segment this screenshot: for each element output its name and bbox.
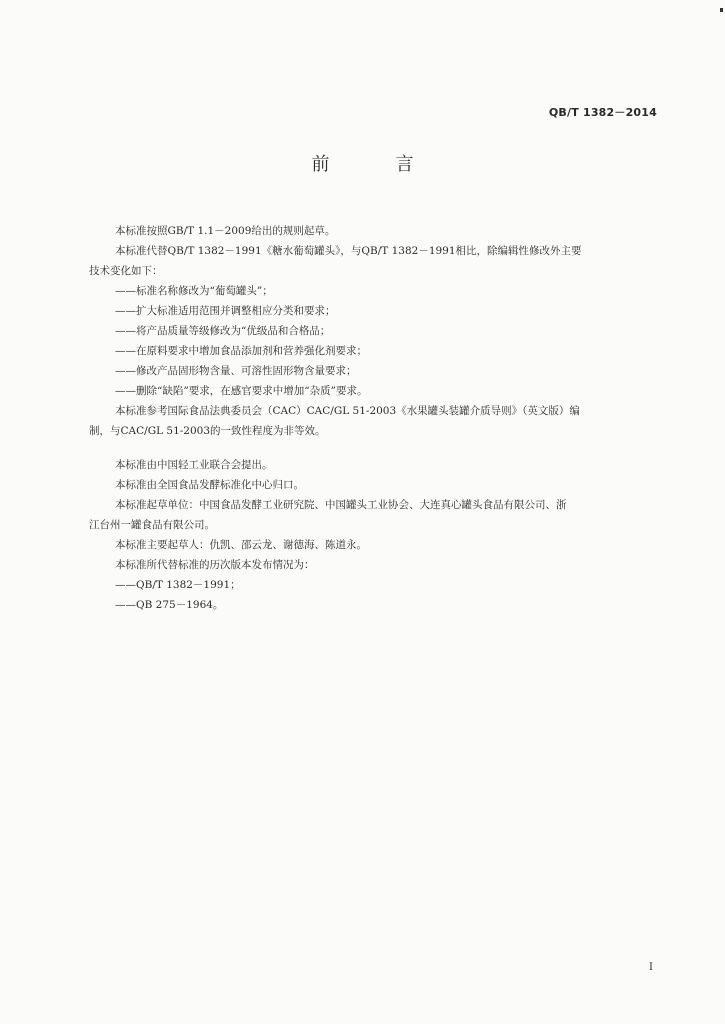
page-number: I [649,962,653,973]
standard-code: QB/T 1382－2014 [548,106,657,119]
history-item: ——QB 275－1964。 [115,599,224,611]
paragraph-drafting-units: 本标准起草单位：中国食品发酵工业研究院、中国罐头工业协会、大连真心罐头食品有限公司、浙 [115,499,567,511]
paragraph-reference: 本标准参考国际食品法典委员会（CAC）CAC/GL 51-2003《水果罐头装罐介质导则》（英文版）编 [115,405,580,417]
change-item: ——修改产品固形物含量、可溶性固形物含量要求； [115,365,357,377]
body-text [89,221,659,615]
paragraph-centralizer: 本标准由全国食品发酵标准化中心归口。 [115,479,304,491]
change-item: ——将产品质量等级修改为“优级品和合格品； [115,325,331,337]
paragraph-replacement-cont: 技术变化如下： [89,265,163,277]
paragraph-reference-cont: 制，与CAC/GL 51-2003的一致性程度为非等效。 [89,425,326,437]
change-item: ——删除“缺陷”要求，在感官要求中增加“杂质”要求。 [115,385,368,397]
scan-mark [720,8,723,12]
paragraph-drafting-rule: 本标准按照GB/T 1.1－2009给出的规则起草。 [115,225,336,237]
paragraph-history: 本标准所代替标准的历次版本发布情况为： [115,559,315,571]
paragraph-gap [89,441,659,455]
change-item: ——标准名称修改为“葡萄罐头”； [115,285,273,297]
page-title: 前 言 [311,154,438,175]
paragraph-drafters: 本标准主要起草人：仇凯、邵云龙、谢德海、陈道永。 [115,539,367,551]
history-item: ——QB/T 1382－1991； [115,579,241,591]
paragraph-drafting-units-cont: 江台州一罐食品有限公司。 [89,519,215,531]
change-item: ——扩大标准适用范围并调整相应分类和要求； [115,305,336,317]
paragraph-proposer: 本标准由中国轻工业联合会提出。 [115,459,273,471]
change-item: ——在原料要求中增加食品添加剂和营养强化剂要求； [115,345,367,357]
paragraph-replacement: 本标准代替QB/T 1382－1991《糖水葡萄罐头》，与QB/T 1382－1991相比，除编辑性修改外主要 [115,245,582,257]
